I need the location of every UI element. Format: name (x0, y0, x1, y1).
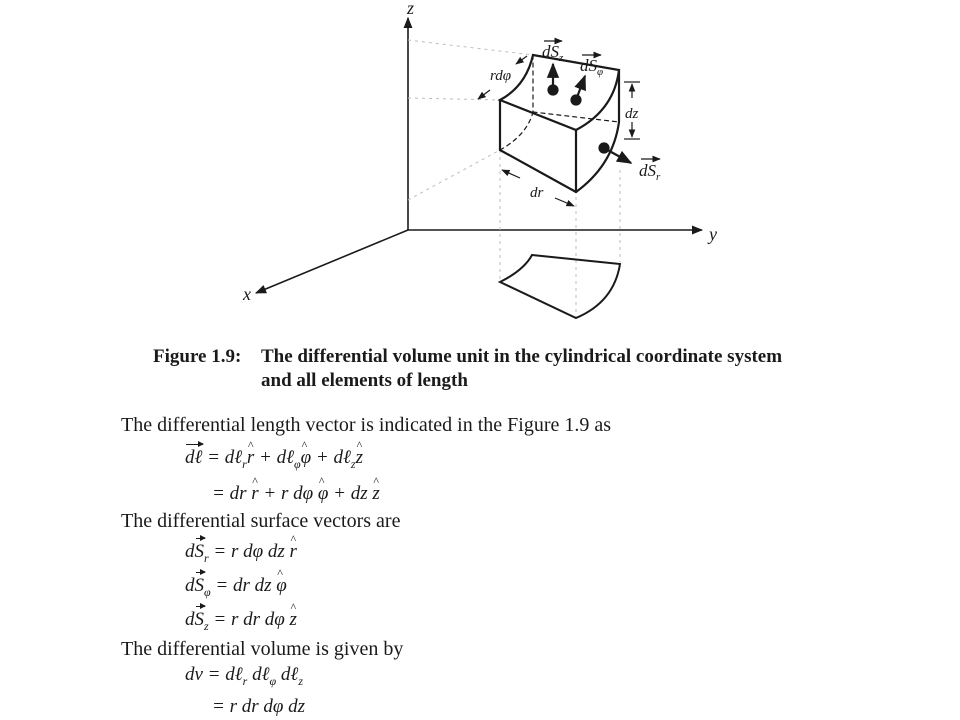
dr-label: dr (530, 185, 544, 201)
dS-phi-label: $dS_\varphi$ (580, 56, 604, 78)
caption-label: Figure 1.9: (153, 346, 242, 367)
equation-dS-z: $dS_z = r$ dr dφ z ^ (185, 609, 297, 634)
x-axis (256, 230, 408, 293)
equation-dS-phi: $dS_\varphi$ = dr dz φ ^ (185, 575, 287, 600)
projection-lines (408, 40, 620, 318)
caption-text-line1: The differential volume unit in the cylindrical coordinate system (261, 346, 783, 367)
equation-dv-expanded: = r dr dφ dz (212, 696, 306, 717)
dS-z-label: $dS_z$ (542, 42, 564, 64)
paragraph-length-vector: The differential length vector is indicated in the Figure 1.9 as (121, 414, 612, 436)
caption-text-line2: and all elements of length (261, 370, 468, 391)
projected-base (500, 255, 620, 318)
y-axis-label: y (709, 224, 717, 244)
dz-label: dz (625, 106, 639, 122)
x-axis-label: x (243, 284, 251, 304)
figure-caption (153, 345, 873, 393)
equation-dS-r: $dS_r = r$ dφ dz r ^ (185, 541, 297, 566)
equation-dl-expanded: = dr r ^ + r dφ φ ^ + dz z ^ (212, 483, 380, 505)
rdphi-label: rdφ (490, 68, 512, 84)
equation-dl-components: dℓ = dℓ$_r$r ^ + dℓ$_\varphi$φ ^ + dℓ$_z$z ^ (185, 447, 363, 472)
paragraph-surface-vectors: The differential surface vectors are (121, 510, 401, 532)
z-axis-label: z (407, 0, 415, 18)
equation-dv-components: dv = dℓ$_r$ dℓ$_\varphi$ dℓ$_z$ (185, 664, 303, 688)
dS-r-label: $dS_r$ (639, 161, 661, 183)
paragraph-volume: The differential volume is given by (121, 638, 404, 660)
cylindrical-volume-figure (0, 0, 960, 340)
